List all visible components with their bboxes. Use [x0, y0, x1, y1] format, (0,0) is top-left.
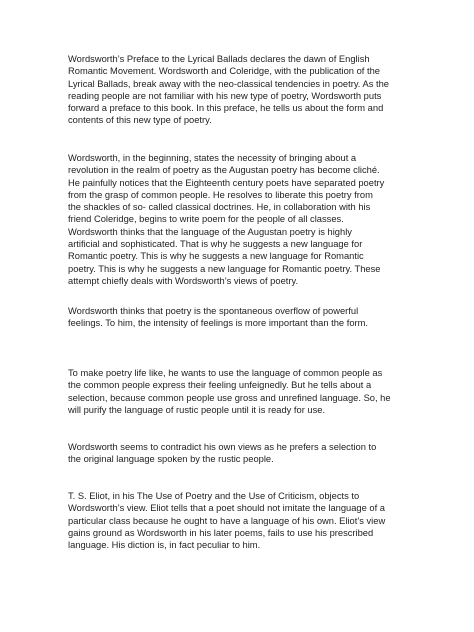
- text-line: Wordsworth, in the beginning, states the necessity of bringing about a: [68, 153, 357, 163]
- text-line: poetry. This is why he suggests a new language for Romantic poetry. These: [68, 263, 381, 274]
- paragraph-contradiction: [68, 441, 463, 466]
- text-line: particular class because he ought to have a language of his own. Eliot’s view: [68, 515, 386, 526]
- text-line: reading people are not familiar with his new type of poetry, Wordsworth puts: [68, 90, 382, 101]
- text-line: artificial and sophisticated. That is why he suggests a new language for: [68, 239, 363, 250]
- text-line: gains ground as Wordsworth in his later poems, fails to use his prescribed: [68, 527, 374, 538]
- paragraph-language-of-common-people: [68, 367, 463, 416]
- text-line: the common people express their feeling unfeignedly. But he tells about a: [68, 380, 372, 391]
- text-line: contents of this new type of poetry.: [68, 115, 212, 126]
- text-line: revolution in the realm of poetry as the Augustan poetry has become cliché.: [68, 165, 380, 176]
- text-line: forward a preface to this book. In this preface, he tells us about the form and: [68, 103, 384, 114]
- text-line: the original language spoken by the rustic people.: [68, 454, 274, 465]
- text-line: the shackles of so- called classical doctrines. He, in collaboration with his: [68, 202, 371, 213]
- text-line: Lyrical Ballads, break away with the neo-classical tendencies in poetry. As the: [68, 78, 389, 89]
- text-line: friend Coleridge, begins to write poem for the people of all classes.: [68, 214, 344, 225]
- text-line: attempt chiefly deals with Wordsworth’s views of poetry.: [68, 275, 299, 286]
- paragraph-preface-intro: [68, 53, 463, 127]
- text-line: Wordsworth seems to contradict his own views as he prefers a selection to: [68, 442, 377, 452]
- paragraph-spontaneous-overflow: [68, 305, 463, 330]
- text-line: He painfully notices that the Eighteenth century poets have separated poetry: [68, 177, 385, 188]
- text-line: will purify the language of rustic people until it is ready for use.: [68, 404, 326, 415]
- text-line: Wordsworth’s Preface to the Lyrical Ballads declares the dawn of English: [68, 54, 370, 64]
- paragraph-revolution-in-poetry: [68, 152, 463, 287]
- text-line: feelings. To him, the intensity of feelings is more important than the form.: [68, 318, 369, 329]
- text-line: from the grasp of common people. He resolves to liberate this poetry from: [68, 189, 373, 200]
- text-line: selection, because common people use gross and unrefined language. So, he: [68, 392, 391, 403]
- text-line: Wordsworth thinks that the language of the Augustan poetry is highly: [68, 226, 352, 237]
- text-line: Romantic Movement. Wordsworth and Coleridge, with the publication of the: [68, 66, 380, 77]
- text-line: language. His diction is, in fact peculiar to him.: [68, 540, 261, 551]
- text-line: Wordsworth thinks that poetry is the spontaneous overflow of powerful: [68, 306, 359, 316]
- text-line: To make poetry life like, he wants to use the language of common people as: [68, 368, 383, 378]
- paragraph-eliot-objection: [68, 490, 463, 551]
- text-line: Wordsworth’s view. Eliot tells that a poet should not imitate the language of a: [68, 503, 386, 514]
- text-line: T. S. Eliot, in his The Use of Poetry and the Use of Criticism, objects to: [68, 491, 360, 501]
- text-line: Romantic poetry. This is why he suggests a new language for Romantic: [68, 251, 364, 262]
